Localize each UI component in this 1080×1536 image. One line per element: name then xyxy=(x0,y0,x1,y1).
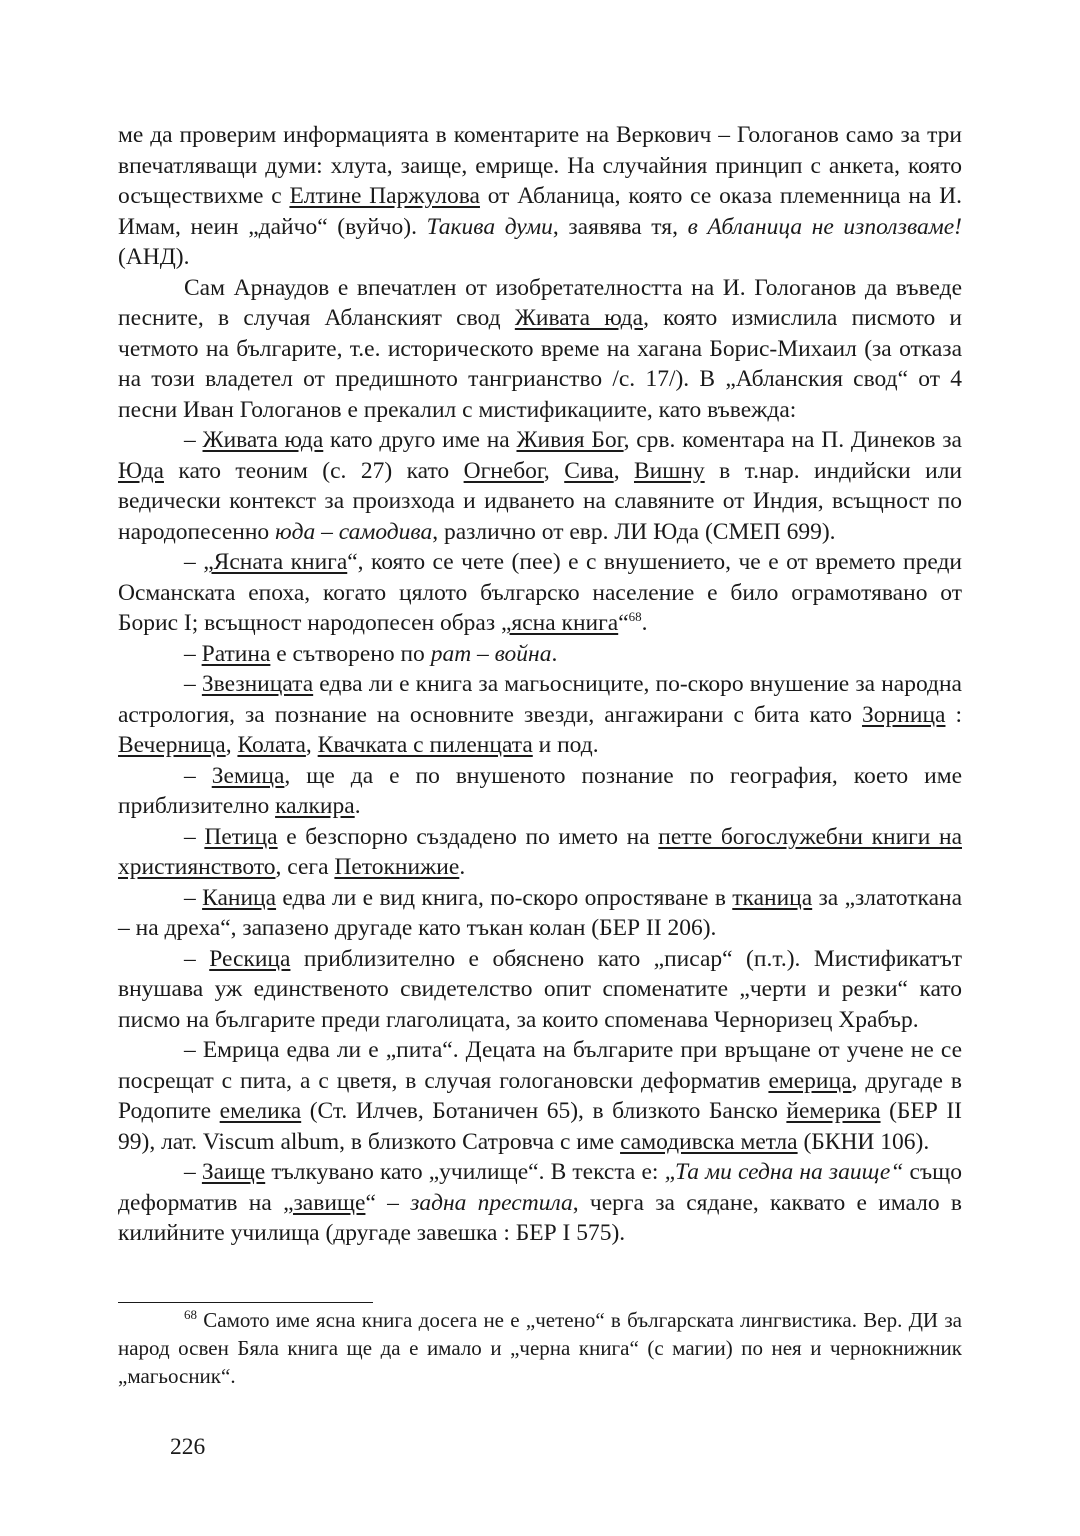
underlined-term: „ясна книга xyxy=(501,610,619,636)
underlined-term: Вечерница xyxy=(118,732,226,758)
underlined-term: емелика xyxy=(219,1098,302,1124)
underlined-term: „завище xyxy=(283,1189,366,1216)
list-paragraph: – Земица, ще да е по внушеното познание по география, което име приблизително калкира. xyxy=(118,762,963,819)
underlined-term: емерица xyxy=(768,1067,852,1094)
list-paragraph: – Ратина е сътворено по рат – война. xyxy=(184,640,558,667)
list-paragraph: – Звезницата едва ли е книга за магьосниците, по-скоро внушение за народна астрология, за познание на основните звезди, ангажирани с бита като Зорница : Вечерница, Колата, Квачката с пиленцата и под. xyxy=(118,671,963,758)
underlined-term: Квачката с пиленцата xyxy=(317,732,533,758)
underlined-term: „Ясната книга xyxy=(203,549,348,575)
underlined-term: Петокнижие xyxy=(334,854,460,880)
list-paragraph: – Емрица едва ли е „пита“. Децата на българите при връщане от учене не се посрещат с пита, а с цветя, в случая гологановски деформатив емерица, другаде в Родопите емелика (Ст. Илчев, Ботаничен 65), в близкото Банско йемерика (БЕР II 99), лат. Viscum album, в близкото Сатровча с име самодивска метла (БКНИ 106). xyxy=(118,1037,962,1155)
underlined-term: Живата юда xyxy=(514,305,644,331)
underlined-term: Сива xyxy=(564,457,614,484)
underlined-term: Заище xyxy=(201,1159,266,1185)
footnote-reference: 68 xyxy=(628,609,642,625)
italic-phrase: рат – война xyxy=(430,640,552,667)
list-paragraph: – Рескица приблизително е обяснено като „писар“ (п.т.). Мистификатът внушава уж единственото свидетелство опит споменатите „черти и резки“ като писмо на българите преди глаголицата, за които споменава Черноризец Храбър. xyxy=(118,945,962,1033)
footnote xyxy=(118,1306,962,1390)
underlined-term: Каница xyxy=(202,884,277,911)
body-text xyxy=(118,120,962,1249)
list-paragraph: – „Ясната книга“, която се чете (пее) е с внушението, че е от времето преди Османската епоха, когато цялото българско население е било ограмотявано от Борис I; всъщност народопесен образ „ясна книга“$^{68}$. xyxy=(118,549,963,636)
paragraph: ме да проверим информацията в коментарите на Веркович – Гологанов само за три впечатляващи думи: хлута, заище, емрище. На случайния принцип с анкета, която осъществихме с Елтине Паржулова от Абланица, която се оказа племенница на И. Имам, неин „дайчо“ (вуйчо). Такива думи, заявява тя, в Абланица не използваме! (АНД). xyxy=(118,122,962,270)
footnote-text: Самото име ясна книга досега не е „четено“ в българската лингвистика. Вер. ДИ за народ освен Бяла книга ще да е имало и „черна книга“ (с магии) по нея и чернокнижник „магьосник“. xyxy=(118,1308,962,1388)
paragraph: Сам Арнаудов е впечатлен от изобретателността на И. Гологанов да въведе песните, в случая Абланският свод Живата юда, която измислила писмото и четмото на българите, т.е. историческото време на хагана Борис-Михаил (за отказа на този владетел от предишното тангрианство /с. 17/). В „Абланския свод“ от 4 песни Иван Гологанов е прекалил с мистификациите, като въвежда: xyxy=(118,274,963,423)
italic-phrase: задна престила xyxy=(410,1189,573,1216)
page-number: 226 xyxy=(170,1434,206,1460)
underlined-term: Огнебог xyxy=(463,457,544,484)
underlined-term: Зорница xyxy=(862,701,946,728)
underlined-term: самодивска метла xyxy=(620,1128,798,1155)
underlined-term: Колата xyxy=(237,732,306,758)
list-paragraph: – Каница едва ли е вид книга, по-скоро опростяване в тканица за „златоткана – на дреха“, запазено другаде като тъкан колан (БЕР II 206). xyxy=(118,884,963,941)
footnote-marker: 68 xyxy=(184,1307,197,1322)
list-paragraph: – Живата юда като друго име на Живия Бог, срв. коментара на П. Динеков за Юда като теоним (с. 27) като Огнебог, Сива, Вишну в т.нар. индийски или ведически контекст за произхода и идването на славяните от Индия, всъщност по народопесенно юда – самодива, различно от евр. ЛИ Юда (СМЕП 699). xyxy=(118,427,963,545)
underlined-term: Вишну xyxy=(633,457,705,484)
underlined-term: тканица xyxy=(732,884,813,911)
underlined-term: Звезницата xyxy=(201,671,314,697)
list-paragraph: – Петица е безспорно създадено по името на петте богослужебни книги на християнството, сега Петокнижие. xyxy=(118,823,962,880)
underlined-term: Рескица xyxy=(209,945,291,972)
underlined-term: Елтине Паржулова xyxy=(289,183,480,209)
underlined-term: Земица xyxy=(211,762,285,789)
underlined-term: йемерика xyxy=(786,1098,881,1124)
underlined-term: Живата юда xyxy=(202,427,324,453)
underlined-term: Живия Бог xyxy=(516,427,624,453)
underlined-term: петте богослужебни книги на християнството xyxy=(118,823,962,880)
italic-phrase: в Абланица не използваме! xyxy=(687,213,962,240)
italic-phrase: „Та ми седна на заище“ xyxy=(664,1159,904,1185)
italic-phrase: юда – самодива xyxy=(275,518,433,545)
italic-phrase: Такива думи xyxy=(426,213,553,240)
underlined-term: калкира xyxy=(275,793,355,819)
list-paragraph: – Заище тълкувано като „училище“. В текста е: „Та ми седна на заище“ също деформатив на „завище“ – задна престила, черга за сядане, каквато е имало в килийните училища (другаде завешка : БЕР I 575). xyxy=(118,1159,963,1246)
underlined-term: Ратина xyxy=(201,640,271,667)
underlined-term: Юда xyxy=(118,457,164,484)
underlined-term: Петица xyxy=(204,823,278,850)
footnote-separator xyxy=(118,1302,373,1303)
